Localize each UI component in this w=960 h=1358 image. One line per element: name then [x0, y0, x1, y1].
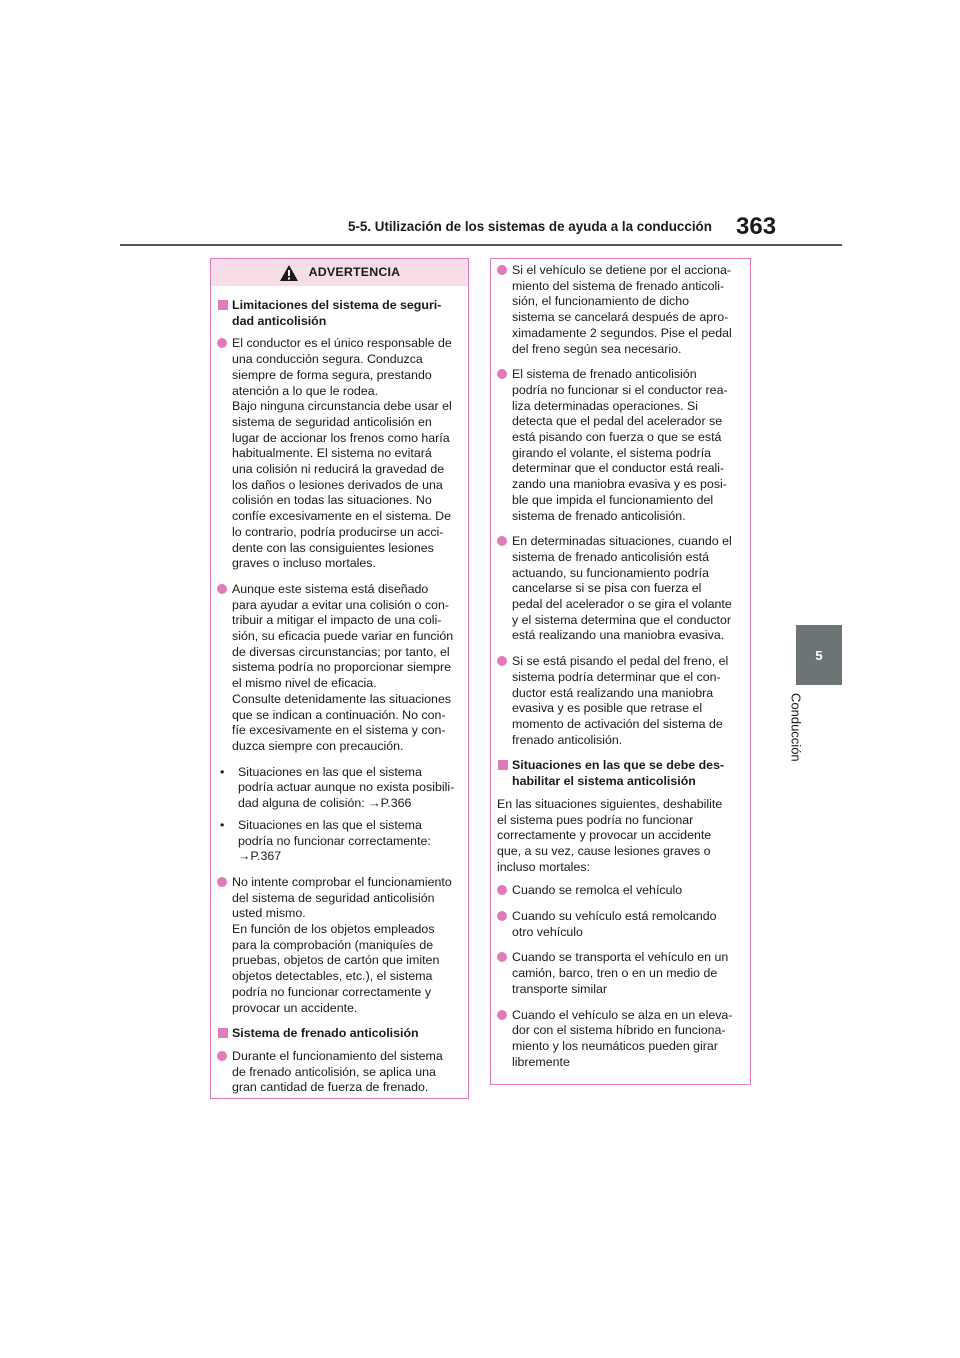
bullet-icon — [217, 584, 227, 594]
bullet-icon — [497, 885, 507, 895]
chapter-tab — [796, 625, 842, 685]
list-item — [497, 263, 738, 357]
warning-box-right — [490, 258, 751, 1085]
list-item — [497, 883, 738, 899]
list-item-text: Cuando se transporta el vehículo en un camión, barco, tren o en un medio de transporte similar — [512, 950, 729, 996]
bullet-icon — [217, 338, 227, 348]
bullet-icon — [497, 369, 507, 379]
bullet-icon — [217, 1051, 227, 1061]
bullet-icon — [497, 656, 507, 666]
chapter-number: 5 — [815, 647, 823, 663]
list-item — [497, 950, 738, 997]
section-heading-limitations: Limitaciones del sistema de seguri- dad anticolisión — [217, 298, 458, 329]
sub-list-item — [220, 818, 458, 865]
sub-list-item — [220, 765, 458, 812]
page-number: 363 — [736, 213, 777, 240]
warning-header — [211, 259, 468, 286]
bullet-icon — [217, 877, 227, 887]
warning-box-left — [210, 258, 469, 1099]
section-heading-disable: Situaciones en las que se debe des- habilitar el sistema anticolisión — [497, 758, 738, 789]
list-item-text: Aunque este sistema está diseñado para ayudar a evitar una colisión o con- tribuir a mitigar el impacto de una coli- sión, su eficacia puede variar en función de diversas circunstancias; por tanto, el sistema podría no proporcionar siempre el mismo nivel de eficacia. Consulte detenidamente las situaciones que se indican a continuación. No con- fíe excesivamente en el sistema y con- duzca siempre con precaución. — [232, 581, 454, 753]
chapter-label: Conducción — [788, 693, 804, 762]
bullet-icon — [497, 1010, 507, 1020]
header-rule — [120, 244, 842, 246]
dot-icon: • — [220, 817, 225, 832]
section-title: 5-5. Utilización de los sistemas de ayuda a la conducción — [348, 219, 712, 234]
list-item — [217, 582, 458, 755]
list-item-text: Si se está pisando el pedal del freno, el sistema podría determinar que el con- ductor está realizando una maniobra evasiva y es posible que retrase el momento de activación del sistema de frenado anticolisión. — [512, 654, 729, 747]
bullet-icon — [497, 952, 507, 962]
warning-heading: ADVERTENCIA — [308, 264, 401, 279]
intro-paragraph: En las situaciones siguientes, deshabilite el sistema pues podría no funcionar correctamente y provocar un accidente que, a su vez, cause lesiones graves o incluso mortales: — [497, 796, 723, 874]
list-item-text: El sistema de frenado anticolisión podría no funcionar si el conductor rea- liza determinadas operaciones. Si detecta que el pedal del acelerador se está pisando con fuerza o que se está girando el volante, el sistema podría determinar que el conductor está reali- zando una maniobra evasiva y es posi- ble que impida el funcionamiento del sistema de frenado anticolisión. — [512, 367, 728, 523]
bullet-icon — [497, 536, 507, 546]
bullet-icon — [497, 265, 507, 275]
list-item — [497, 534, 738, 644]
list-item-text: El conductor es el único responsable de una conducción segura. Conduzca siempre de forma segura, prestando atención a lo que le rodea. Bajo ninguna circunstancia debe usar el sistema de seguridad anticolisión en lugar de accionar los frenos como haría habitualmente. El sistema no evitará una colisión ni reducirá la gravedad de los daños o lesiones derivados de una colisión en todas las situaciones. No confíe excesivamente en el sistema. De lo contrario, podría producirse un acci- dente con las consiguientes lesiones graves o incluso mortales. — [232, 336, 452, 571]
list-item-text: Si el vehículo se detiene por el acciona- miento del sistema de frenado anticoli- sión, el funcionamiento de dicho sistema se cancelará después de apro- ximadamente 2 segundos. Pise el pedal del freno según sea necesario. — [512, 263, 732, 356]
section-heading-braking: Sistema de frenado anticolisión — [217, 1026, 458, 1042]
list-item-text: En determinadas situaciones, cuando el sistema de frenado anticolisión está actuando, su funcionamiento podría cancelarse si se pisa con fuerza el pedal del acelerador o se gira el volante y el sistema determina que el conductor está realizando una maniobra evasiva. — [512, 534, 732, 643]
list-item — [217, 336, 458, 572]
list-item — [497, 1008, 738, 1071]
list-item — [497, 654, 738, 748]
list-item — [217, 1049, 458, 1096]
sub-list-item-text: Situaciones en las que el sistema podría actuar aunque no exista posibili- dad alguna de colisión: →P.366 — [238, 764, 455, 811]
list-item-text: Cuando su vehículo está remolcando otro vehículo — [512, 909, 717, 939]
list-item — [497, 909, 738, 940]
list-item-text: Cuando el vehículo se alza en un eleva- dor con el sistema híbrido en funciona- miento y los neumáticos pueden girar libremente — [512, 1007, 733, 1069]
list-item-text: Durante el funcionamiento del sistema de frenado anticolisión, se aplica una gran cantidad de fuerza de frenado. — [232, 1048, 443, 1095]
list-item-text: No intente comprobar el funcionamiento del sistema de seguridad anticolisión usted mismo. En función de los objetos empleados para la comprobación (maniquíes de pruebas, objetos de cartón que imiten objetos detectables, etc.), el sistema podría no funcionar correctamente y provocar un accidente. — [232, 874, 452, 1015]
bullet-icon — [497, 911, 507, 921]
list-item — [497, 367, 738, 524]
list-item-text: Cuando se remolca el vehículo — [512, 883, 683, 898]
warning-triangle-icon — [279, 264, 299, 282]
sub-list-item-text: Situaciones en las que el sistema podría no funcionar correctamente: →P.367 — [238, 817, 431, 864]
dot-icon: • — [220, 764, 225, 779]
list-item — [217, 875, 458, 1016]
